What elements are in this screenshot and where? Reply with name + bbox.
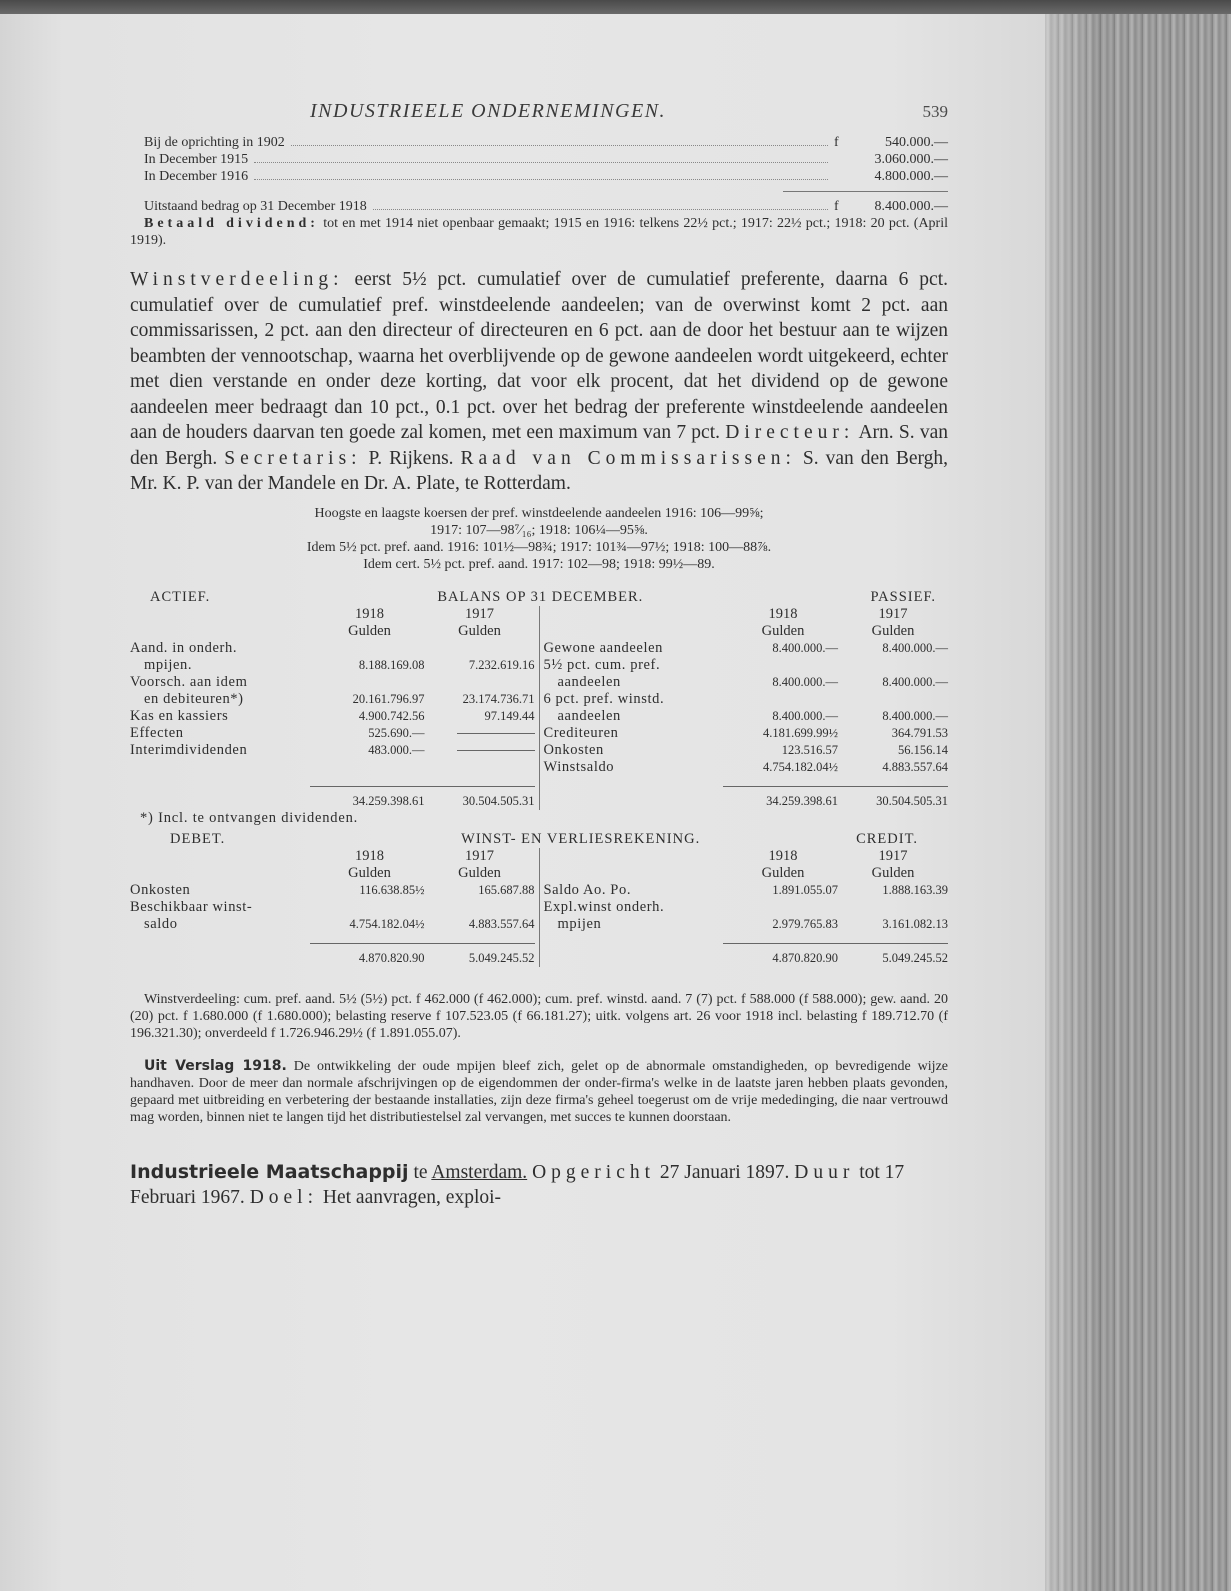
dividend-paragraph xyxy=(130,215,948,249)
running-title: INDUSTRIEELE ONDERNEMINGEN. xyxy=(310,100,667,122)
credit-heading: CREDIT. xyxy=(856,830,918,847)
profit-loss-title: WINST- EN VERLIESREKENING. xyxy=(461,830,701,847)
annual-report-excerpt xyxy=(130,1058,948,1126)
asset-row: Voorsch. aan idem xyxy=(130,673,248,690)
founded-heading: Opgericht xyxy=(532,1161,656,1183)
share-price-quotes: Hoogste en laagste koersen der pref. winstdeelende aandeelen 1916: 106—99⅝; 1917: 107—98⁷⁄₁₆; 1918: 106¼—95⅝. Idem 5½ pct. pref. aand. 1916: 101½—98¾; 1917: 101¾—97½; 1918: 100—88⅞. Idem cert. 5½ pct. pref. aand. 1917: 102—98; 1918: 99½—89. xyxy=(306,505,772,572)
report-text: De ontwikkeling der oude mpijen bleef zich, gelet op de abnormale omstandigheden, op bevredigende wijze handhaven. Door de meer dan normale afschrijvingen op de eigendommen der onder-firma's welke in de laatste jaren hebben plaats gevonden, gepaard met uitbreiding en verbetering der bestaande installaties, zijn deze firma's geheel toegerust om de vrije mededinging, die naar vertrouwd mag worden, binnen niet te langen tijd het distributiestelsel zal vervangen, met succes te kunnen doorstaan. xyxy=(130,1058,948,1125)
balance-sheet xyxy=(130,589,948,827)
asset-row: Aand. in onderh. xyxy=(130,639,238,656)
asset-row: Interimdividenden 483.000.— xyxy=(130,742,535,759)
assets-heading: ACTIEF. xyxy=(150,588,211,605)
sum-rule xyxy=(310,943,535,944)
debit-total-row: 4.870.820.90 5.049.245.52 xyxy=(358,950,535,965)
capital-issues-table xyxy=(144,134,948,215)
page-number: 539 xyxy=(922,102,948,121)
company-name: Industrieele Maatschappij xyxy=(130,1160,409,1183)
sum-rule xyxy=(310,786,535,787)
leader-dots xyxy=(373,209,828,210)
profit-loss-account xyxy=(130,831,948,967)
assets-total-row: 34.259.398.61 30.504.505.31 xyxy=(352,793,535,808)
dividend-heading: Betaald dividend: xyxy=(144,216,319,231)
capital-row: In December 1915 3.060.000.— xyxy=(144,152,948,167)
sum-rule xyxy=(723,943,948,944)
profit-sharing-paragraph: Winstverdeeling: eerst 5½ pct. cumulatief over de cumulatief preferente, daarna 6 pct. cumulatief over de cumulatief pref. winstdeelende aandeelen; van de overwinst komt 2 pct. aan commissarissen, 2 pct. aan den directeur of directeuren en 6 pct. aan de door het bestuur aan te wijzen beambten der vennootschap, waarna het overblijvende op de gewone aandeelen wordt uitgekeerd, echter met dien verstande en onder deze korting, dat voor elk procent, dat het dividend op de gewone aandeelen meer bedraagt dan 10 pct., 0.1 pct. over het bedrag der preferente winstdeelende aandeelen aan de houders daarvan ten goede zal komen, met een maximum van 7 pct. Directeur: Arn. S. van den Bergh. Secretaris: P. Rijkens. Raad van Commissarissen: S. van den Bergh, Mr. K. P. van der Mandele en Dr. A. Plate, te Rotterdam. xyxy=(130,269,949,494)
page-fold-shadow xyxy=(1045,14,1105,1591)
profit-distribution-1918: Winstverdeeling: cum. pref. aand. 5½ (5½) pct. f 462.000 (f 462.000); cum. pref. winstd. aand. 7 (7) pct. f 588.000 (f 588.000); gew. aand. 20 (20) pct. f 1.680.000 (f 1.680.000); belasting reserve f 107.523.05 (f 66.181.27); uitk. volgens art. 26 voor 1918 incl. belasting f 189.712.70 (f 196.321.30); onverdeeld f 1.726.946.29½ (f 1.891.055.07). xyxy=(130,991,948,1041)
credit-row: Saldo Ao. Po. 1.891.055.07 1.888.163.39 xyxy=(543,881,948,898)
ledger-divider xyxy=(539,606,540,810)
empty-value-dash xyxy=(457,733,535,734)
liability-row: Onkosten 123.516.57 56.156.14 xyxy=(543,741,948,758)
director-heading: Directeur: xyxy=(725,422,855,443)
asset-row: mpijen. 8.188.169.08 7.232.619.16 xyxy=(144,656,535,673)
liability-row: 6 pct. pref. winstd. xyxy=(543,690,665,707)
leader-dots xyxy=(254,179,828,180)
leader-dots xyxy=(254,162,828,163)
leader-dots xyxy=(291,145,828,146)
liability-row: aandeelen 8.400.000.— 8.400.000.— xyxy=(557,673,948,690)
ledger-divider xyxy=(539,848,540,967)
balance-footnote: *) Incl. te ontvangen dividenden. xyxy=(140,809,359,826)
running-head xyxy=(130,100,948,134)
secretary-heading: Secretaris: xyxy=(224,447,362,469)
report-heading: Uit Verslag 1918. xyxy=(144,1057,287,1074)
asset-row: en debiteuren*) 20.161.796.97 23.174.736.71 xyxy=(144,690,535,707)
credit-total-row: 4.870.820.90 5.049.245.52 xyxy=(772,950,948,965)
board-heading: Raad van Commissarissen: xyxy=(460,447,796,469)
balance-sheet-header xyxy=(130,589,948,606)
profit-loss-header xyxy=(130,831,948,848)
liability-row: aandeelen 8.400.000.— 8.400.000.— xyxy=(557,707,948,724)
liability-row: 5½ pct. cum. pref. xyxy=(543,656,661,673)
credit-row: Expl.winst onderh. xyxy=(543,898,665,915)
credit-column: 1918 1917 Gulden Gulden Saldo Ao. Po. 1.891.055.07 1.888.163.39 Expl.winst onderh. mpijen 2.979.765.83 3.161.082.13 4.870.820.90 5.049.245.52 xyxy=(543,847,948,965)
capital-row: In December 1916 4.800.000.— xyxy=(144,169,948,184)
sum-rule xyxy=(783,191,948,192)
empty-value-dash xyxy=(457,750,535,751)
liabilities-total-row: 34.259.398.61 30.504.505.31 xyxy=(766,793,948,808)
asset-row: Effecten 525.690.— xyxy=(130,725,535,742)
liabilities-column: 1918 1917 Gulden Gulden Gewone aandeelen 8.400.000.— 8.400.000.— 5½ pct. cum. pref. aandeelen 8.400.000.— 8.400.000.— 6 pct. pref. winstd. aandeelen 8.400.000.— 8.400.000.— Crediteuren 4.181.699.99½ 364.791.53 Onkosten 123.516.57 56.156.14 Winstsaldo 4.754.182.04½ 4.883.557.64 34.259.398.61 30.504.505.31 xyxy=(543,605,948,808)
liability-row: Crediteuren 4.181.699.99½ 364.791.53 xyxy=(543,724,948,741)
liability-row: Winstsaldo 4.754.182.04½ 4.883.557.64 xyxy=(543,758,948,775)
balance-sheet-title: BALANS OP 31 DECEMBER. xyxy=(437,588,644,605)
profit-sharing-heading: Winstverdeeling: xyxy=(130,269,344,290)
debit-column: 1918 1917 Gulden Gulden Onkosten 116.638.85½ 165.687.88 Beschikbaar winst- saldo 4.754.182.04½ 4.883.557.64 4.870.820.90 5.049.245.52 xyxy=(130,847,535,965)
debit-heading: DEBET. xyxy=(170,830,226,847)
page-content xyxy=(130,100,948,1210)
asset-row: Kas en kassiers 4.900.742.56 97.149.44 xyxy=(130,707,535,724)
next-company-entry: Industrieele Maatschappij te Amsterdam. Opgericht 27 Januari 1897. Duur tot 17 Februari 1967. Doel: Het aanvragen, exploi- xyxy=(130,1160,905,1208)
capital-total-row: Uitstaand bedrag op 31 December 1918 f 8.400.000.— xyxy=(144,199,948,214)
company-location: Amsterdam. xyxy=(431,1161,528,1183)
purpose-heading: Doel: xyxy=(249,1186,319,1208)
debit-row: Beschikbaar winst- xyxy=(130,898,253,915)
liability-row: Gewone aandeelen 8.400.000.— 8.400.000.— xyxy=(543,639,948,656)
assets-column: 1918 1917 Gulden Gulden Aand. in onderh. mpijen. 8.188.169.08 7.232.619.16 Voorsch. aan idem en debiteuren*) 20.161.796.97 23.174.736.71 Kas en kassiers 4.900.742.56 97.149.44 Effecten 525.690.— Interimdividenden 483.000.— 34.259.398.61 30.504.505.31 xyxy=(130,605,535,808)
debit-row: saldo 4.754.182.04½ 4.883.557.64 xyxy=(144,915,535,932)
debit-row: Onkosten 116.638.85½ 165.687.88 xyxy=(130,881,535,898)
duration-heading: Duur xyxy=(794,1161,855,1183)
sum-rule xyxy=(723,786,948,787)
liabilities-heading: PASSIEF. xyxy=(870,588,936,605)
dividend-text: tot en met 1914 niet openbaar gemaakt; 1915 en 1916: telkens 22½ pct.; 1917: 22½ pct.; 1918: 20 pct. (April 1919). xyxy=(130,216,949,248)
capital-row: Bij de oprichting in 1902 f 540.000.— xyxy=(144,135,948,150)
credit-row: mpijen 2.979.765.83 3.161.082.13 xyxy=(557,915,948,932)
